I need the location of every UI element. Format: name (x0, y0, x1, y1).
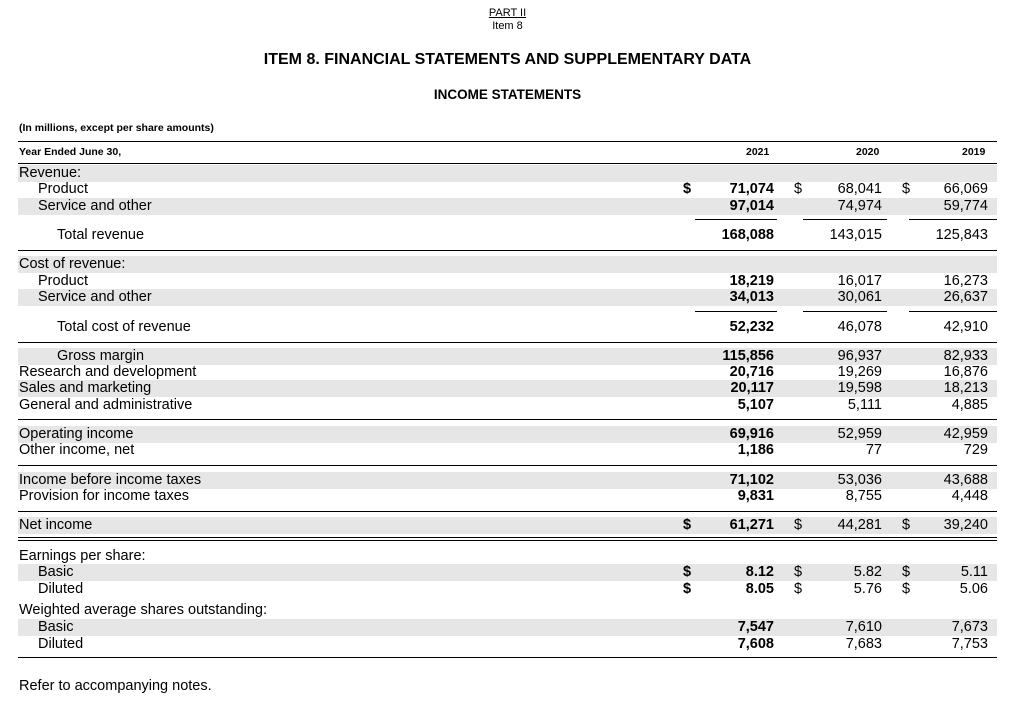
value-2019: 42,910 (943, 319, 988, 335)
value-2021: 7,547 (737, 619, 774, 635)
row-label: Product (38, 273, 88, 289)
table-row (18, 426, 997, 443)
value-2020: 74,974 (837, 198, 882, 214)
value-2019: 5.06 (959, 581, 988, 597)
value-2021: 52,232 (729, 319, 774, 335)
bottom-rule (18, 657, 997, 658)
value-2020: 7,683 (845, 636, 882, 652)
row-label: Net income (19, 517, 93, 533)
statement-title: INCOME STATEMENTS (433, 87, 582, 102)
table-row (18, 564, 997, 581)
value-2021: 1,186 (737, 442, 774, 458)
table-row (18, 380, 997, 397)
row-label: Basic (38, 619, 74, 635)
table-row (18, 198, 997, 215)
table-row (18, 472, 997, 489)
value-2019: 729 (963, 442, 988, 458)
value-2019: 39,240 (943, 517, 988, 533)
table-row (18, 517, 997, 534)
value-2021: 71,074 (729, 181, 774, 197)
dollar-sign: $ (794, 564, 803, 580)
table-row (18, 581, 997, 598)
row-label: Total revenue (57, 227, 145, 243)
value-2019: 18,213 (943, 380, 988, 396)
table-row (18, 619, 997, 636)
row-label: Diluted (38, 636, 84, 652)
dollar-sign: $ (902, 564, 911, 580)
net-income-double-rule (18, 540, 997, 541)
dollar-sign: $ (794, 517, 803, 533)
table-row (18, 488, 997, 505)
table-row (18, 602, 997, 619)
value-2020: 96,937 (837, 348, 882, 364)
table-row (18, 181, 997, 198)
value-2021: 20,716 (729, 364, 774, 380)
row-label: Research and development (19, 364, 197, 380)
dollar-sign: $ (683, 564, 692, 580)
dollar-sign: $ (683, 517, 692, 533)
value-2021: 8.12 (745, 564, 774, 580)
row-label: Operating income (19, 426, 134, 442)
value-2020: 7,610 (845, 619, 882, 635)
value-2020: 5.76 (853, 581, 882, 597)
row-label: Sales and marketing (19, 380, 152, 396)
table-row (18, 636, 997, 653)
value-2020: 5,111 (847, 397, 882, 413)
value-2019: 4,448 (951, 488, 988, 504)
row-label: Gross margin (57, 348, 145, 364)
row-label: Service and other (38, 198, 152, 214)
item-label: Item 8 (492, 20, 523, 32)
value-2020: 19,598 (837, 380, 882, 396)
row-label: Provision for income taxes (19, 488, 190, 504)
net-income-rule (18, 537, 997, 538)
page-title: ITEM 8. FINANCIAL STATEMENTS AND SUPPLEMENTARY DATA (263, 51, 752, 68)
value-2020: 19,269 (837, 364, 882, 380)
value-2019: 16,876 (943, 364, 988, 380)
row-label: Weighted average shares outstanding: (19, 602, 268, 618)
table-row (18, 165, 997, 182)
value-2020: 53,036 (837, 472, 882, 488)
value-2021: 7,608 (737, 636, 774, 652)
subtotal-rule (803, 219, 887, 220)
value-2019: 7,673 (951, 619, 988, 635)
section-rule (18, 250, 997, 251)
row-label: Product (38, 181, 88, 197)
dollar-sign: $ (683, 181, 692, 197)
value-2019: 16,273 (943, 273, 988, 289)
table-row (18, 364, 997, 381)
value-2021: 34,013 (729, 289, 774, 305)
row-label: Service and other (38, 289, 152, 305)
value-2021: 18,219 (729, 273, 774, 289)
value-2021: 168,088 (721, 227, 774, 243)
value-2019: 7,753 (951, 636, 988, 652)
value-2019: 4,885 (951, 397, 988, 413)
value-2021: 9,831 (737, 488, 774, 504)
dollar-sign: $ (902, 517, 911, 533)
value-2019: 59,774 (943, 198, 988, 214)
section-rule (18, 342, 997, 343)
table-row (18, 548, 997, 565)
dollar-sign: $ (794, 181, 803, 197)
value-2020: 68,041 (837, 181, 882, 197)
value-2019: 42,959 (943, 426, 988, 442)
row-label: Total cost of revenue (57, 319, 191, 335)
value-2020: 77 (865, 442, 882, 458)
value-2020: 46,078 (837, 319, 882, 335)
value-2021: 61,271 (729, 517, 774, 533)
header-rule (18, 163, 997, 164)
dollar-sign: $ (683, 581, 692, 597)
column-label: Year Ended June 30, (19, 146, 122, 158)
column-2019: 2019 (962, 146, 986, 158)
subtotal-rule (695, 311, 777, 312)
row-label: Other income, net (19, 442, 135, 458)
value-2019: 82,933 (943, 348, 988, 364)
value-2020: 143,015 (829, 227, 882, 243)
table-row (18, 397, 997, 414)
section-rule (18, 511, 997, 512)
section-rule (18, 419, 997, 420)
dollar-sign: $ (902, 181, 911, 197)
row-label: Diluted (38, 581, 84, 597)
units-note: (In millions, except per share amounts) (19, 122, 214, 134)
value-2021: 71,102 (729, 472, 774, 488)
footnote: Refer to accompanying notes. (19, 678, 212, 694)
section-rule (18, 465, 997, 466)
subtotal-rule (695, 219, 777, 220)
value-2019: 66,069 (943, 181, 988, 197)
value-2021: 115,856 (722, 348, 774, 364)
table-row (18, 442, 997, 459)
table-row (18, 273, 997, 290)
value-2020: 52,959 (837, 426, 882, 442)
row-label: Basic (38, 564, 74, 580)
value-2019: 26,637 (943, 289, 988, 305)
value-2021: 5,107 (737, 397, 774, 413)
value-2019: 5.11 (960, 564, 988, 580)
value-2021: 97,014 (729, 198, 774, 214)
value-2021: 69,916 (729, 426, 774, 442)
table-row (18, 348, 997, 365)
row-label: Cost of revenue: (19, 256, 126, 272)
subtotal-rule (909, 311, 997, 312)
row-label: Income before income taxes (19, 472, 202, 488)
row-label: Earnings per share: (19, 548, 146, 564)
value-2021: 8.05 (745, 581, 774, 597)
part-label: PART II (488, 7, 527, 19)
value-2020: 5.82 (853, 564, 882, 580)
subtotal-rule (909, 219, 997, 220)
top-rule (18, 141, 997, 142)
column-2021: 2021 (746, 146, 770, 158)
dollar-sign: $ (794, 581, 803, 597)
table-row (18, 227, 997, 244)
value-2020: 8,755 (845, 488, 882, 504)
row-label: General and administrative (19, 397, 193, 413)
value-2020: 16,017 (837, 273, 882, 289)
column-2020: 2020 (856, 146, 880, 158)
value-2019: 125,843 (935, 227, 988, 243)
table-row (18, 289, 997, 306)
value-2020: 44,281 (837, 517, 882, 533)
value-2020: 30,061 (837, 289, 882, 305)
table-row (18, 256, 997, 273)
row-label: Revenue: (19, 165, 82, 181)
value-2019: 43,688 (943, 472, 988, 488)
dollar-sign: $ (902, 581, 911, 597)
table-row (18, 319, 997, 336)
subtotal-rule (803, 311, 887, 312)
value-2021: 20,117 (730, 380, 774, 396)
